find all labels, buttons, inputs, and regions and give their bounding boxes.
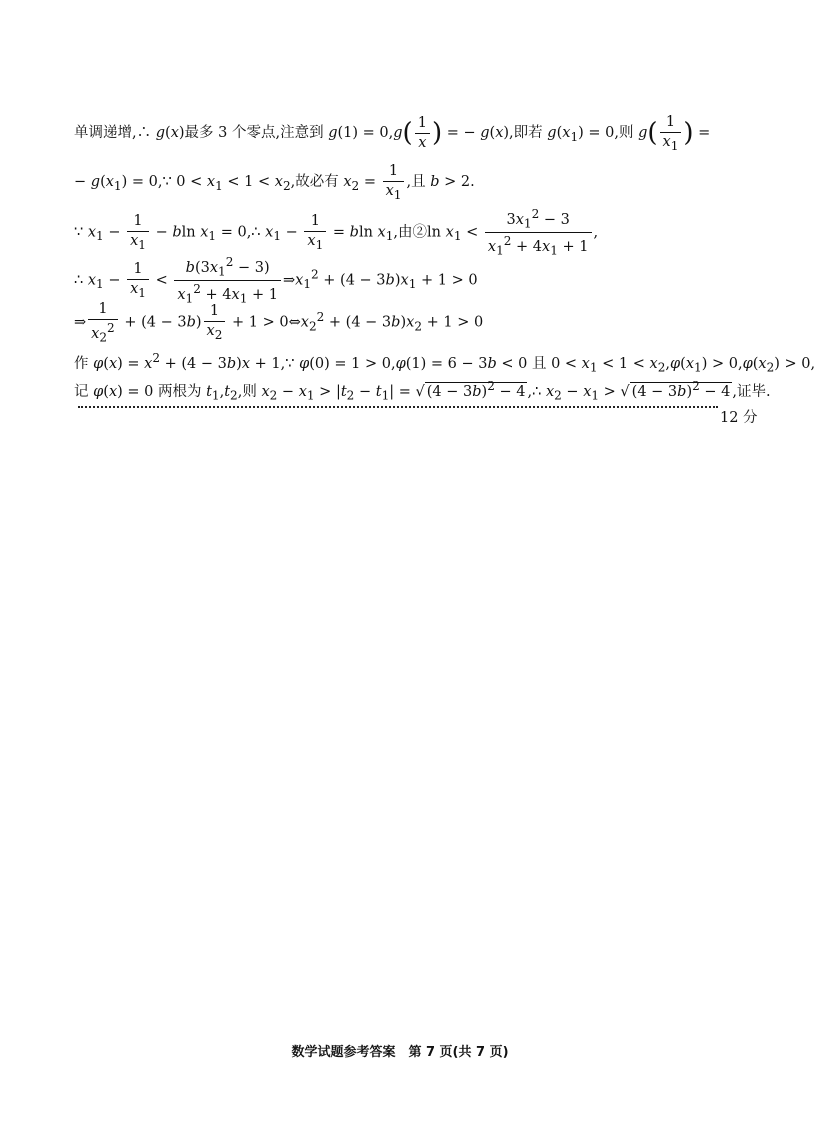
solution-line-4: ∴ $x_1$ − $\frac{1}{x_1}$ < $\frac{b(3x_1^2 - 3)}{x_1^2 + 4x_1 + 1}$ $\Rightarrow x_1^2 + (4 - 3b)x_1 + 1 > 0$ (74, 255, 478, 306)
solution-line-6: 作 $\varphi(x) = x^2 + (4 - 3b)x$ + 1,∵ φ(0) = 1 > 0,φ(1) = 6 − 3b < 0 且 $0 < x_1 < 1 < x_2,\varphi(x_1) > 0,\varphi(x_2) > 0$, (74, 351, 815, 375)
page-footer: 数学试题参考答案 第 7 页(共 7 页) (291, 1045, 509, 1060)
score-label: 12 分 (720, 410, 758, 426)
solution-line-1: 单调递增,∴ g(x)最多 3 个零点,注意到 g(1) = 0,g( $\frac{1}{x}$ ) = − g(x),即若 $g(x_1) = 0$,则 g( $\frac{1}{x_1}$ ) = (74, 114, 711, 153)
solution-line-5: ⇒ $\frac{1}{x_2^2}$ + (4 − 3b) $\frac{1}{x_2}$ + $1 > 0\Leftrightarrow x_2^2 + (4 - 3b)x_2 + 1 > 0$ (74, 301, 484, 345)
solution-line-2: − $g(x_1)$ = 0,∵ $0 < x_1 < 1 < x_2$,故必有 $x_2$ = $\frac{1}{x_1}$ ,且 b > 2. (74, 163, 475, 202)
solution-line-3: ∵ $x_1$ − $\frac{1}{x_1}$ − bln $x_1$ = 0,∴ $x_1$ − $\frac{1}{x_1}$ = bln $x_1$,由②ln $x_1$ < $\frac{3x_1^2 - 3}{x_1^2 + 4x_1 + 1}$ , (74, 207, 599, 258)
solution-line-7: 记 φ(x) = 0 两根为 $t_1,t_2$,则 $x_2 - x_1 > |t_2 - t_1|$ = √ $(4 - 3b)^2 - 4$ ,∴ $x_2 - x_1$ > √ $(4 - 3b)^2 - 4$ ,证毕. (74, 379, 771, 403)
dotted-leader-line (78, 406, 718, 408)
